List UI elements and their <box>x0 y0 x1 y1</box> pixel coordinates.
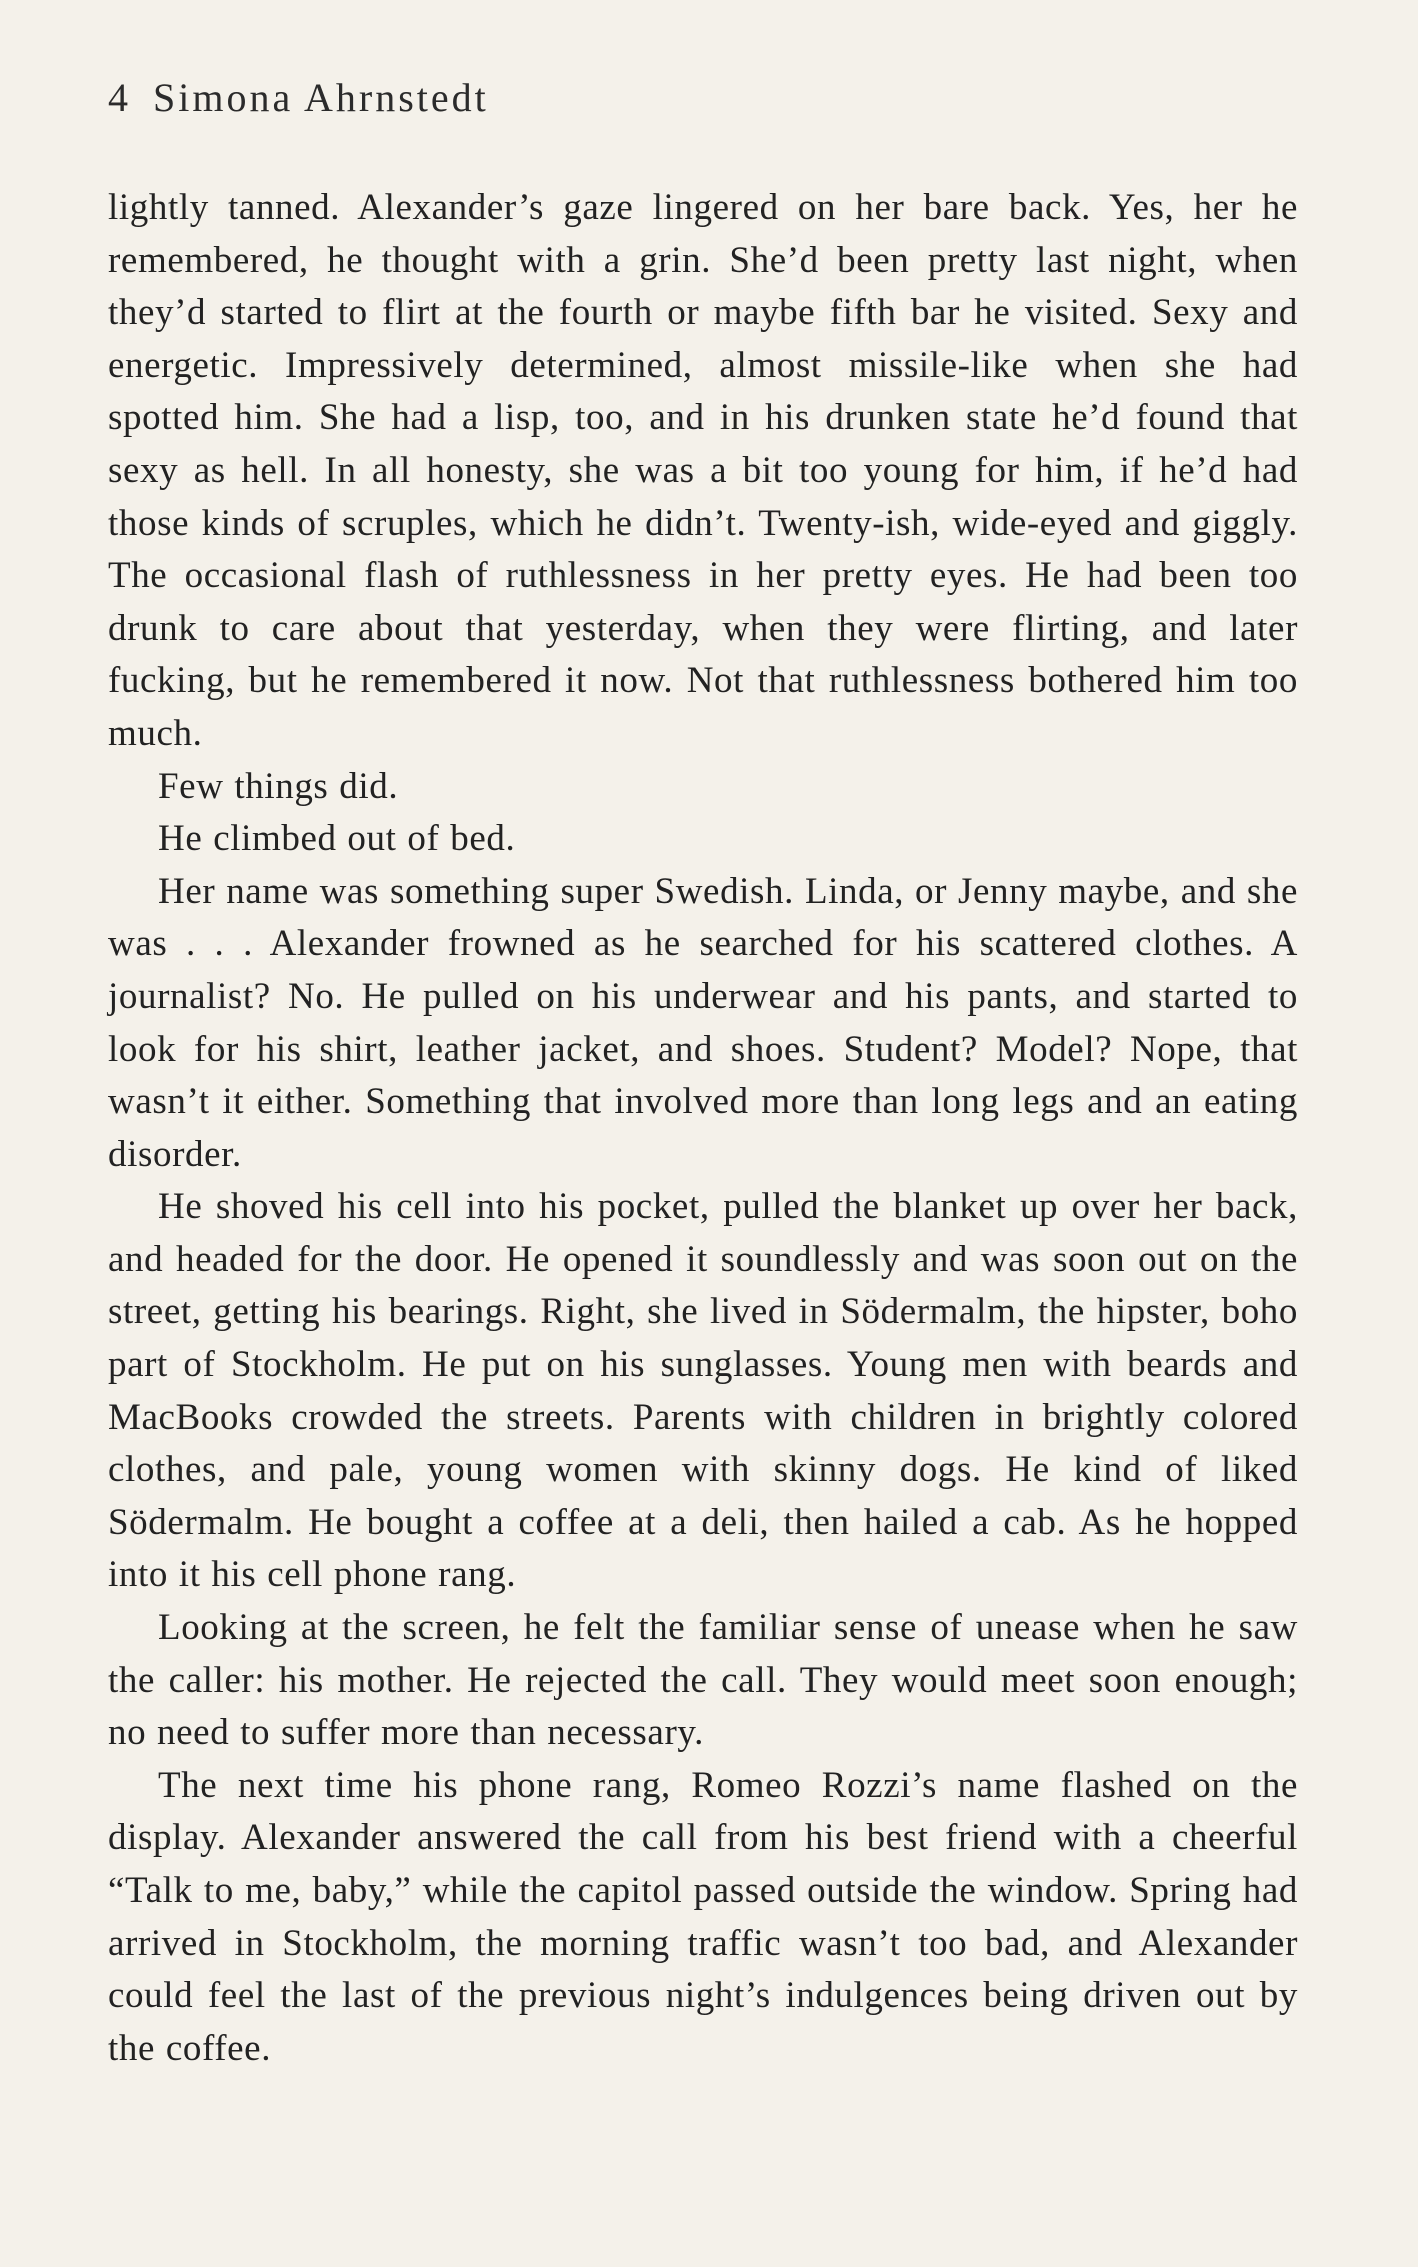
paragraph: Her name was something super Swedish. Linda, or Jenny maybe, and she was . . . Alexander frowned as he searched for his scattered clothes. A journalist? No. He pulled on his underwear and his pants, and started to look for his shirt, leather jacket, and shoes. Student? Model? Nope, that wasn’t it either. Something that involved more than long legs and an eating disorder. <box>108 870 1298 1175</box>
paragraph: The next time his phone rang, Romeo Rozzi’s name flashed on the display. Alexander answered the call from his best friend with a cheerful “Talk to me, baby,” while the capitol passed outside the window. Spring had arrived in Stockholm, the morning traffic wasn’t too bad, and Alexander could feel the last of the previous night’s indulgences being driven out by the coffee. <box>108 1764 1298 2069</box>
paragraph: He climbed out of bed. <box>158 818 516 860</box>
paragraph: He shoved his cell into his pocket, pulled the blanket up over her back, and headed for the door. He opened it soundlessly and was soon out on the street, getting his bearings. Right, she lived in Södermalm, the hipster, boho part of Stockholm. He put on his sunglasses. Young men with beards and MacBooks crowded the streets. Parents with children in brightly colored clothes, and pale, young women with skinny dogs. He kind of liked Södermalm. He bought a coffee at a deli, then hailed a cab. As he hopped into it his cell phone rang. <box>108 1186 1298 1596</box>
paragraph: lightly tanned. Alexander’s gaze lingered on her bare back. Yes, her he remembered, he thought with a grin. She’d been pretty last night, when they’d started to flirt at the fourth or maybe fifth bar he visited. Sexy and energetic. Impressively determined, almost missile-like when she had spotted him. She had a lisp, too, and in his drunken state he’d found that sexy as hell. In all honesty, she was a bit too young for him, if he’d had those kinds of scruples, which he didn’t. Twenty-ish, wide-eyed and giggly. The occasional flash of ruthlessness in her pretty eyes. He had been too drunk to care about that yesterday, when they were flirting, and later fucking, but he remembered it now. Not that ruthlessness bothered him too much. <box>108 187 1298 754</box>
running-header <box>108 74 489 121</box>
author-name: Simona Ahrnstedt <box>153 75 489 120</box>
body-text <box>108 182 1298 2075</box>
paragraph: Few things did. <box>158 765 399 807</box>
paragraph: Looking at the screen, he felt the familiar sense of unease when he saw the caller: his mother. He rejected the call. They would meet soon enough; no need to suffer more than necessary. <box>108 1607 1298 1754</box>
page-number: 4 <box>108 75 131 120</box>
